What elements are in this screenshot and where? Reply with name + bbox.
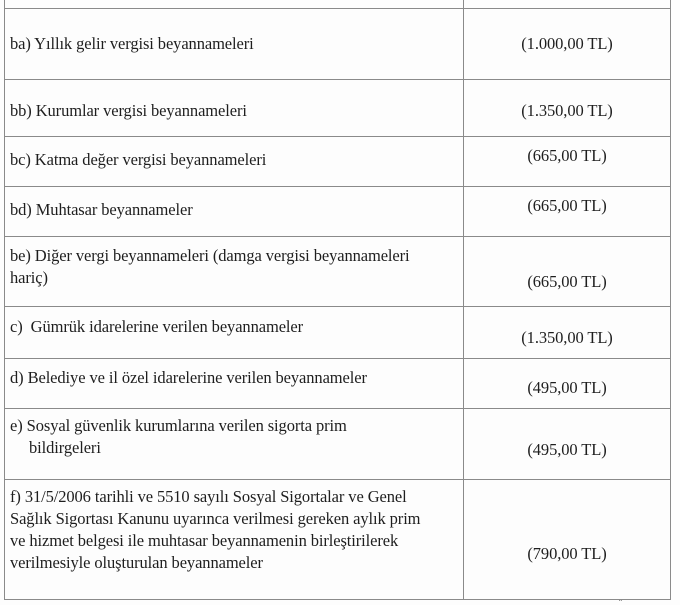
- table-row: [5, 237, 671, 307]
- fee-cell: (1.350,00 TL): [464, 307, 671, 359]
- fee-cell: (790,00 TL): [464, 480, 671, 600]
- description-line: e) Sosyal güvenlik kurumlarına verilen sigorta prim: [10, 416, 347, 435]
- description-cell: d) Belediye ve il özel idarelerine verilen beyannameler: [5, 359, 464, 409]
- description-line: ve hizmet belgesi ile muhtasar beyannamenin birleştirilerek: [10, 531, 399, 550]
- description-cell: [5, 409, 464, 480]
- description-cell: [5, 480, 464, 600]
- description-line: hariç): [10, 268, 48, 287]
- table-row: [5, 9, 671, 80]
- description-line: [10, 437, 457, 459]
- fee-cell: (495,00 TL): [464, 409, 671, 480]
- table-row: [5, 0, 671, 9]
- description-line: be) Diğer vergi beyannameleri (damga vergisi beyannameleri: [10, 246, 410, 265]
- fee-cell: [464, 0, 671, 9]
- fee-cell: (1.350,00 TL): [464, 80, 671, 137]
- table-row: [5, 137, 671, 187]
- description-line: f) 31/5/2006 tarihli ve 5510 sayılı Sosyal Sigortalar ve Genel: [10, 487, 407, 506]
- fee-cell: (1.000,00 TL): [464, 9, 671, 80]
- fee-cell: (665,00 TL): [464, 187, 671, 237]
- description-cell: ba) Yıllık gelir vergisi beyannameleri: [5, 9, 464, 80]
- fee-table: [4, 0, 671, 600]
- description-cell: [5, 237, 464, 307]
- description-line-text: bildirgeleri: [29, 438, 101, 457]
- fee-cell: (665,00 TL): [464, 237, 671, 307]
- description-line: Sağlık Sigortası Kanunu uyarınca verilmesi gereken aylık prim: [10, 509, 421, 528]
- description-cell: c) Gümrük idarelerine verilen beyannameler: [5, 307, 464, 359]
- description-line: verilmesiyle oluşturulan beyannameler: [10, 553, 263, 572]
- table-row: [5, 187, 671, 237]
- table-row: [5, 307, 671, 359]
- table-row: [5, 359, 671, 409]
- fee-cell: (665,00 TL): [464, 137, 671, 187]
- description-cell: bd) Muhtasar beyannameler: [5, 187, 464, 237]
- page-footer-mark: ¨: [619, 598, 622, 608]
- table-row: [5, 80, 671, 137]
- description-cell: [5, 0, 464, 9]
- fee-cell: (495,00 TL): [464, 359, 671, 409]
- table-row: [5, 409, 671, 480]
- table-row: [5, 480, 671, 600]
- description-cell: bc) Katma değer vergisi beyannameleri: [5, 137, 464, 187]
- description-cell: bb) Kurumlar vergisi beyannameleri: [5, 80, 464, 137]
